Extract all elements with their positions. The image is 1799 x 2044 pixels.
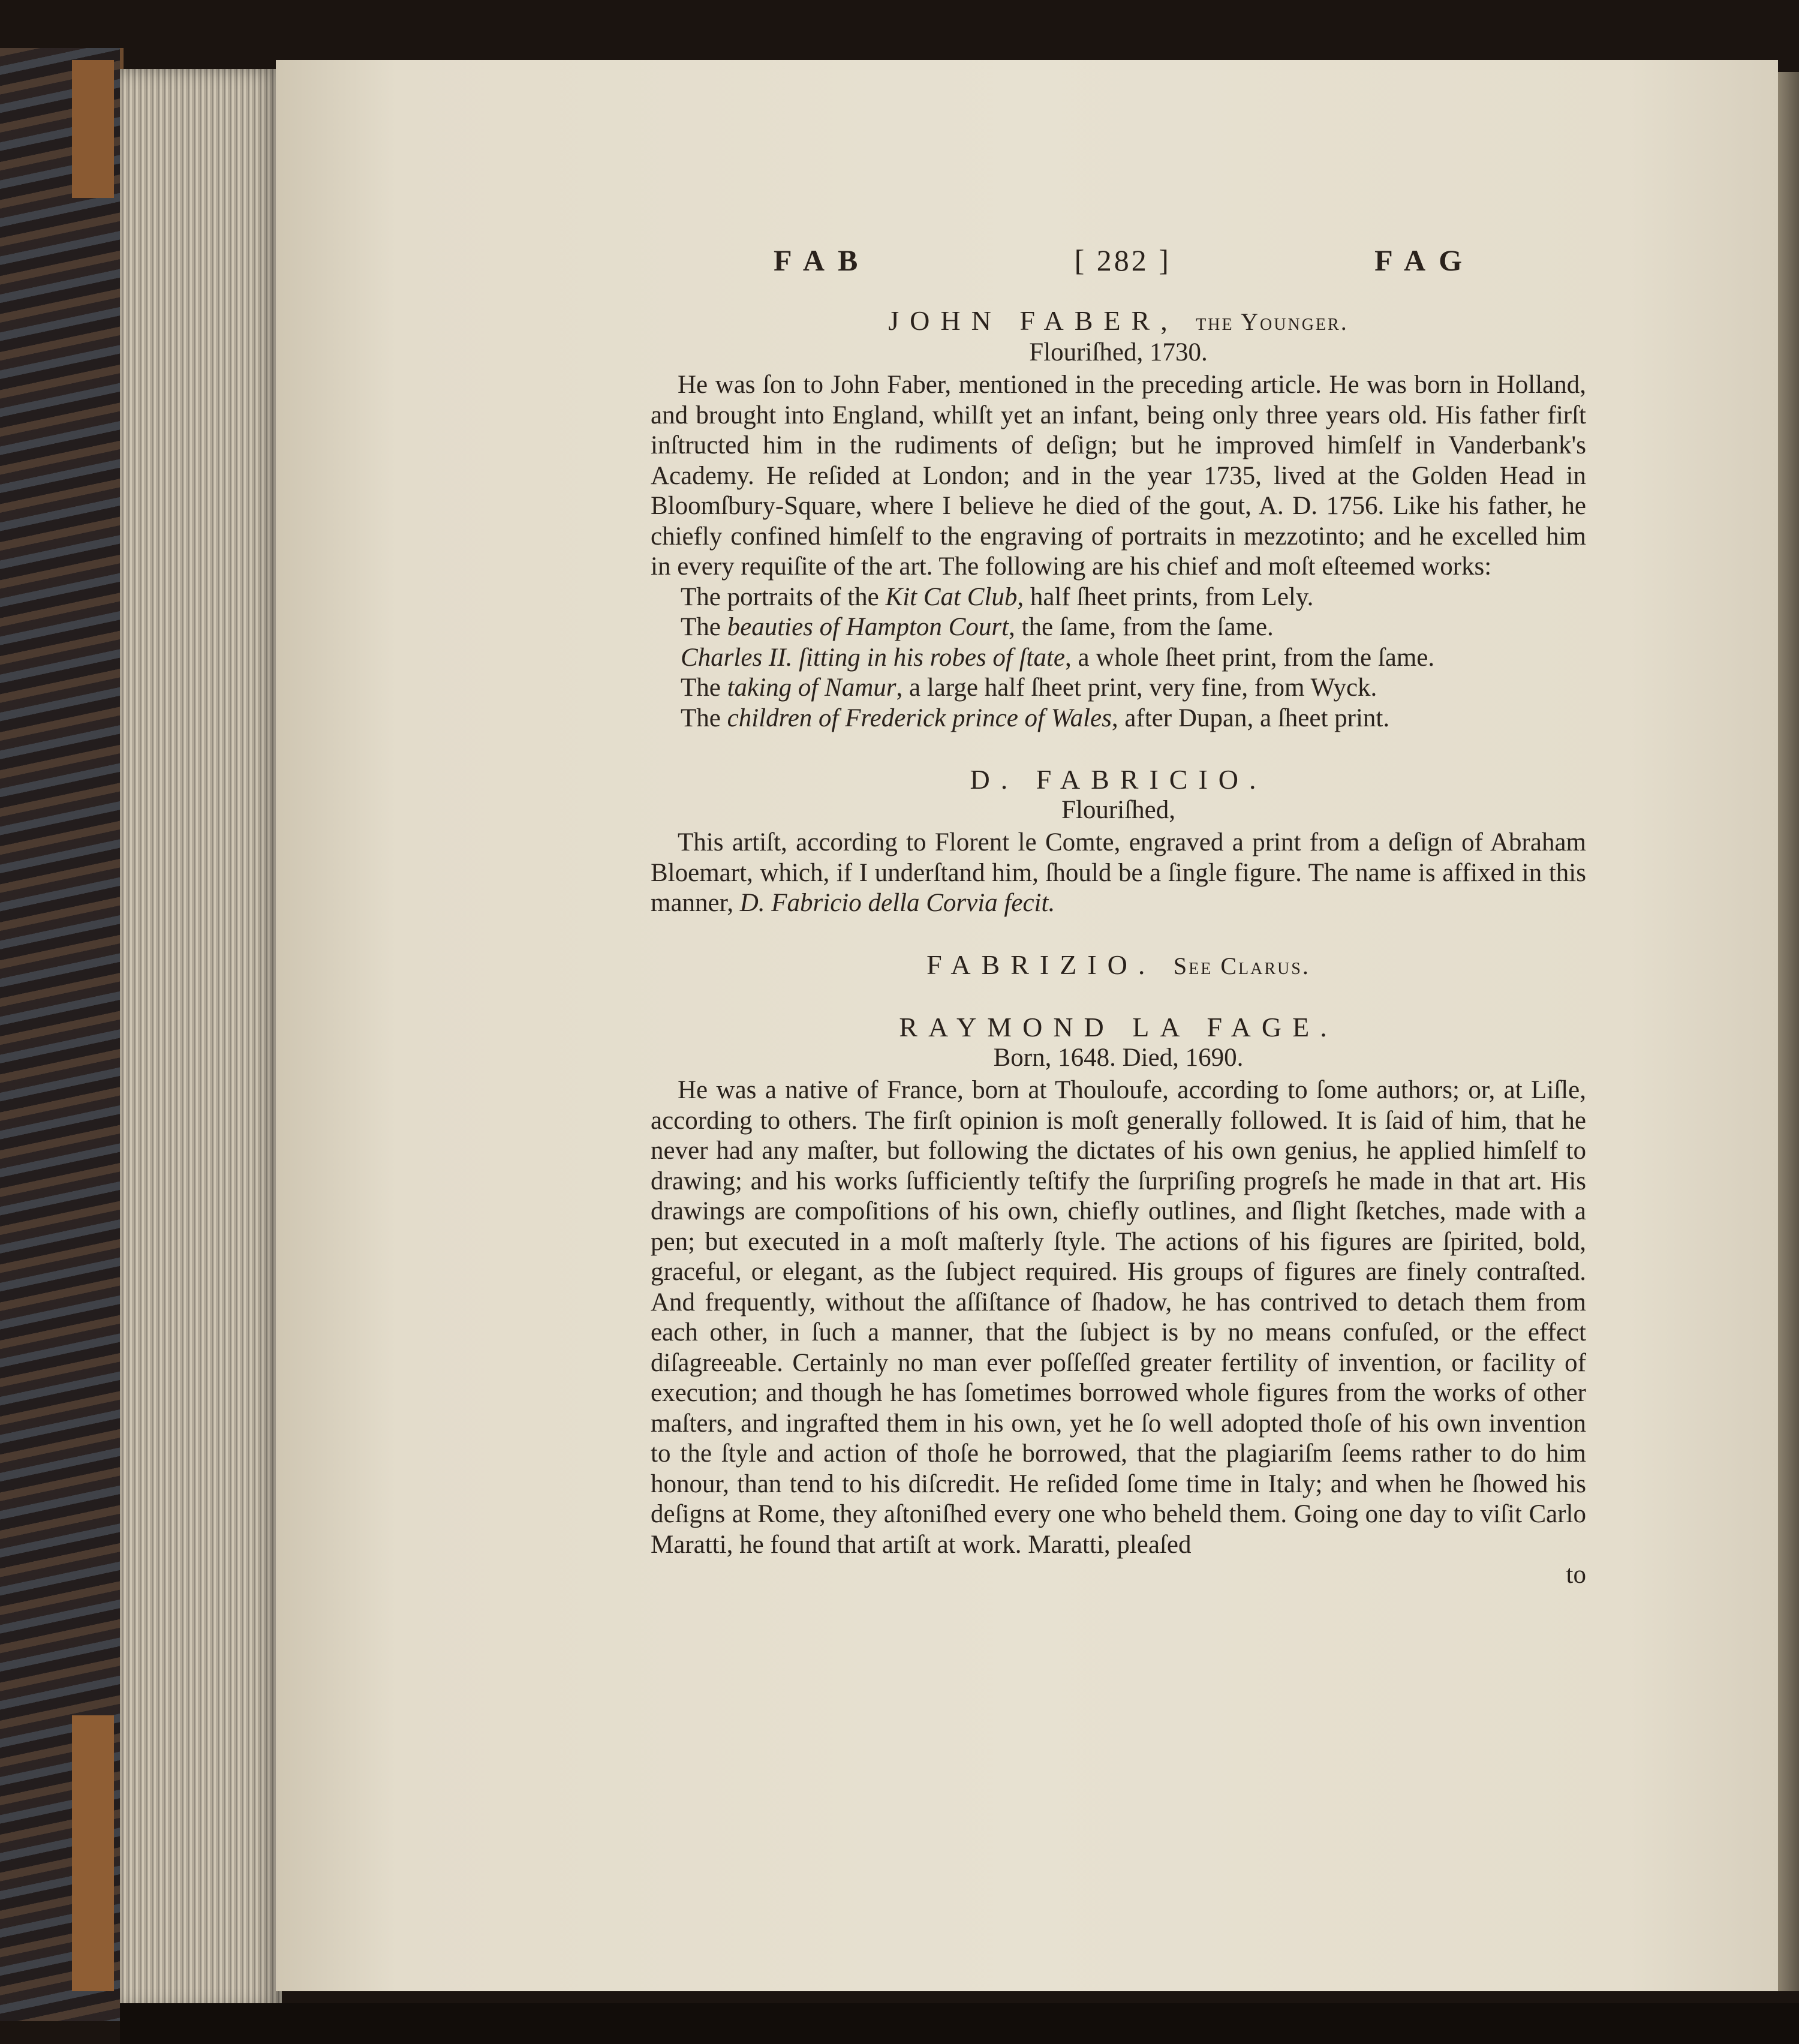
entry-subtitle: the Younger. [1196,308,1349,335]
entry-title-fabrizio [651,950,1586,982]
leather-corner-top [72,60,114,198]
entry-dates: Flouriſhed, [1061,795,1175,824]
cross-reference: See Clarus. [1173,952,1310,979]
entry-name: JOHN FABER, [888,305,1178,336]
running-head-right: FAG [1374,244,1475,277]
page-edges [120,69,282,2009]
entry-body: This artiſt, according to Florent le Comte, engraved a print from a deſign of Abraham Bloemart, which, if I underſtand him, ſhould be a ſingle figure. The name is affixed in this manner, D. Fabricio della Corvia fecit. [651,828,1586,917]
running-head-left: FAB [774,244,871,277]
work-item: The taking of Namur, a large half ſheet print, very fine, from Wyck. [681,674,1377,702]
entry-dates: Born, 1648. Died, 1690. [993,1043,1244,1072]
entry-body: He was ſon to John Faber, mentioned in the preceding article. He was born in Holland, and brought into England, whilſt yet an infant, being only three years old. His father firſt inſtructed him in the rudiments of deſign; but he improved himſelf in Vanderbank's Academy. He reſided at London; and in the year 1735, lived at the Golden Head in Bloomſbury-Square, where I believe he died of the gout, A. D. 1756. Like his father, he chiefly confined himſelf to the engraving of portraits in mezzotinto; and he excelled him in every requiſite of the art. The following are his chief and moſt eſteemed works: [651,371,1586,581]
leather-corner-bottom [72,1715,114,1991]
entry-title-faber [651,306,1586,338]
page-number: [ 282 ] [1074,244,1171,277]
entry-dates: Flouriſhed, 1730. [1029,338,1208,366]
work-item: The portraits of the Kit Cat Club, half ſheet prints, from Lely. [681,582,1314,611]
bottom-shadow [120,2003,1799,2044]
page-text [651,237,1586,1591]
work-item: Charles II. ſitting in his robes of ſtate, a whole ſheet print, from the ſame. [681,643,1435,672]
catchword: to [1566,1561,1586,1589]
entry-name: FABRIZIO. [926,949,1156,980]
entry-body: He was a native of France, born at Thouloufe, according to ſome authors; or, at Liſle, according to others. The firſt opinion is moſt generally followed. It is ſaid of him, that he never had any maſter, but following the dictates of his own genius, he applied himſelf to drawing; and his works ſufficiently teſtify the ſurpriſing progreſs he made in that art. His drawings are compoſitions of his own, chiefly outlines, and ſlight ſketches, made with a pen; but executed in a moſt maſterly ſtyle. The actions of his figures are ſpirited, bold, graceful, or elegant, as the ſubject required. His groups of figures are finely contraſted. And frequently, without the aſſiſtance of ſhadow, he has contrived to detach them from each other, in ſuch a manner, that the ſubject is by no means confuſed, or the effect diſagreeable. Certainly no man ever poſſeſſed greater fertility of invention, or facility of execution; and though he has ſometimes borrowed whole figures from the works of other maſters, and ingrafted them in his own, yet he ſo well adopted thoſe of his own invention to the ſtyle and action of thoſe he borrowed, that the plagiariſm ſeems rather to do him honour, than tend to his diſcredit. He reſided ſome time in Italy; and when he ſhowed his deſigns at Rome, they aſtoniſhed every one who beheld them. Going one day to viſit Carlo Maratti, he found that artiſt at work. Maratti, pleaſed [651,1076,1586,1559]
facing-page-edge [1778,72,1799,1991]
work-item: The children of Frederick prince of Wales, after Dupan, a ſheet print. [681,704,1390,732]
entry-title-la-fage: RAYMOND LA FAGE. [899,1012,1338,1042]
work-item: The beauties of Hampton Court, the ſame, from the ſame. [681,613,1274,641]
entry-title-fabricio: D. FABRICIO. [970,764,1267,795]
works-list [651,582,1586,734]
